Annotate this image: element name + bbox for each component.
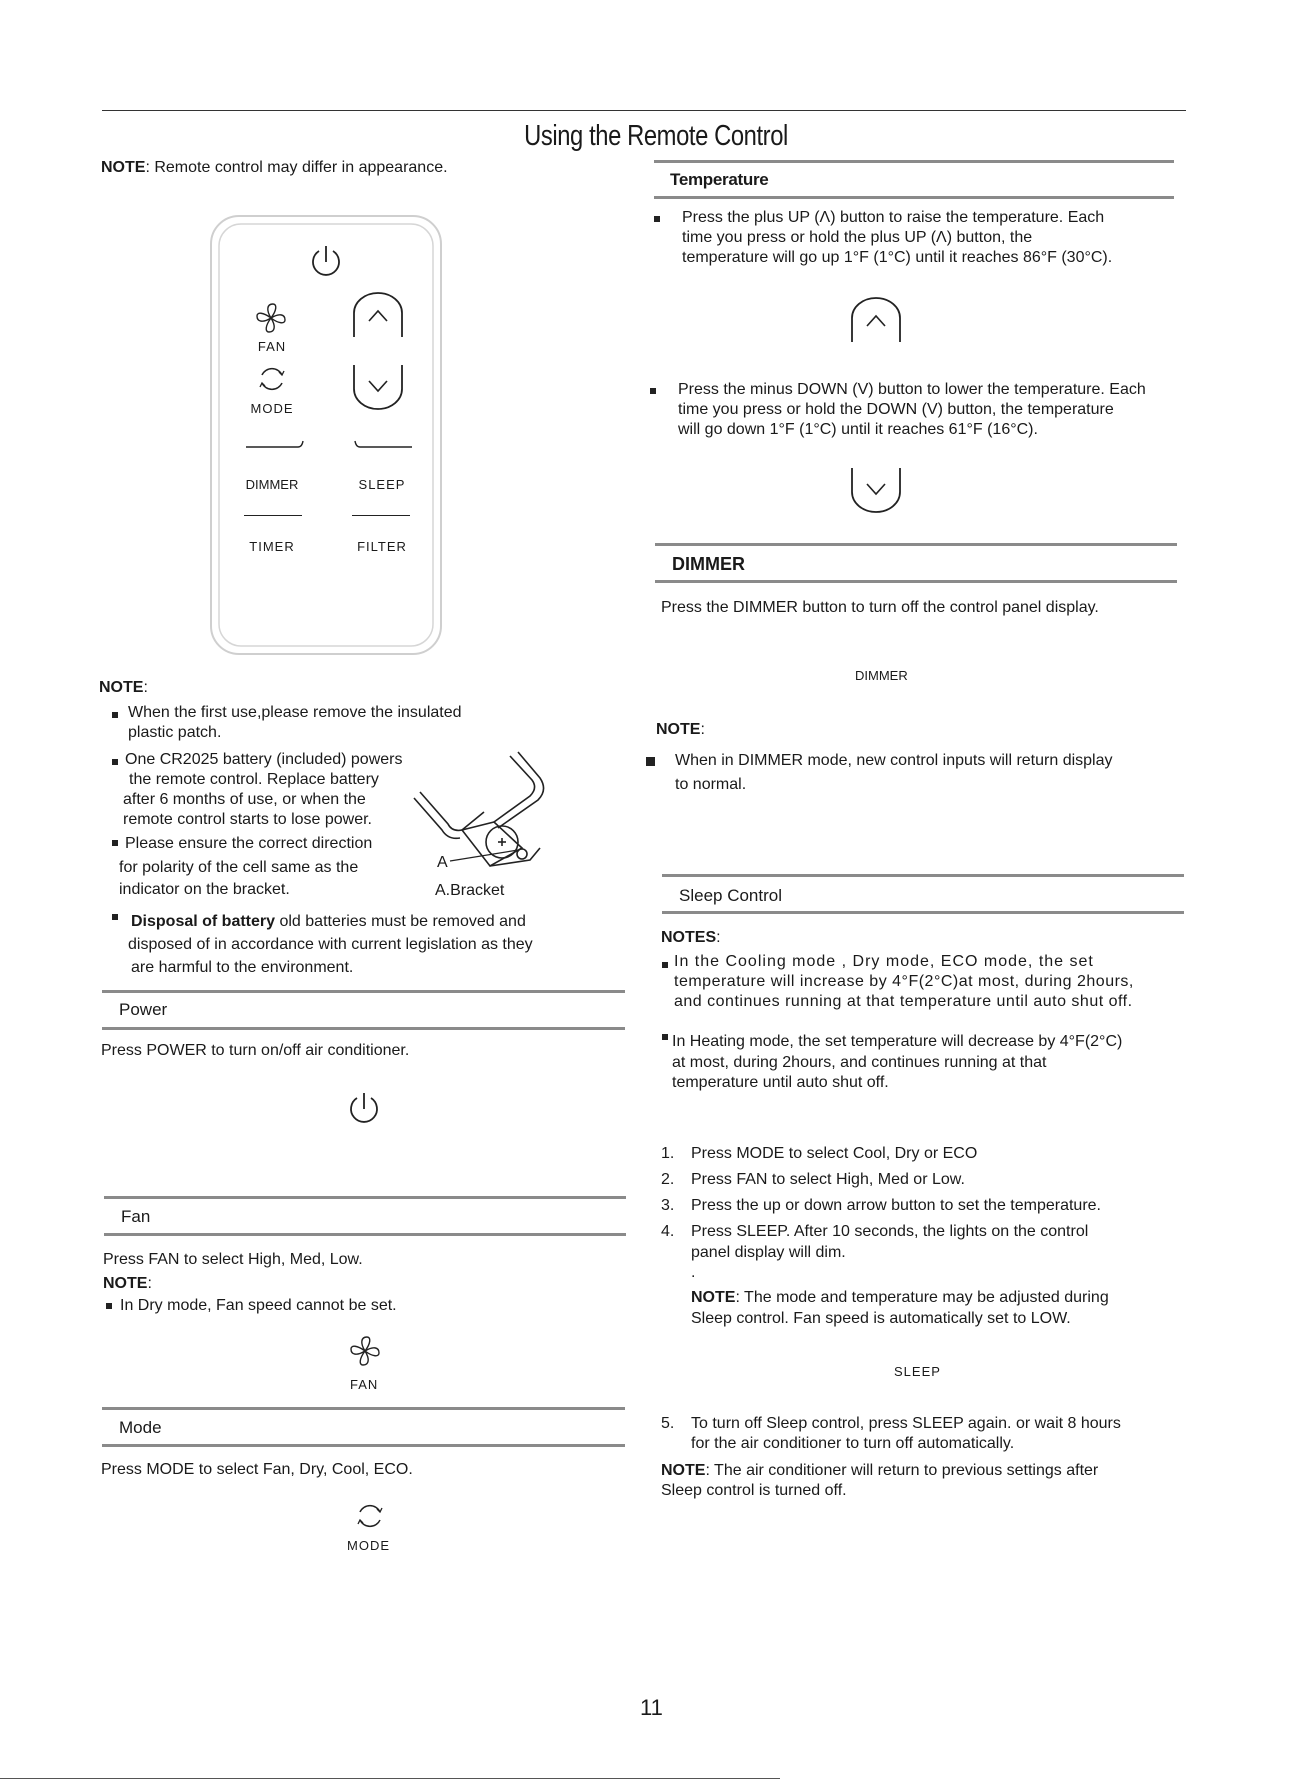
fan-rule-bottom [104,1233,626,1236]
remote-timer-button[interactable] [244,515,302,516]
step-2-text: Press FAN to select High, Med or Low. [691,1171,965,1188]
temp-up-line-1: Press the plus UP (Λ) button to raise the temperature. Each [682,209,1105,226]
dimmer-rule-bottom [655,580,1177,583]
temp-up-line-2: time you press or hold the plus UP (Λ) button, the [682,229,1033,246]
remote-down-button[interactable] [352,363,404,411]
note-4-line-1 [131,912,526,932]
fan-note-text: In Dry mode, Fan speed cannot be set. [120,1297,397,1314]
sleep-note-1-line-3: and continues running at that temperature until auto shut off. [674,993,1133,1010]
power-icon [346,1090,382,1126]
sleep-title: Sleep Control [679,886,783,905]
mode-title: Mode [119,1418,162,1437]
step-3-text: Press the up or down arrow button to set the temperature. [691,1197,1101,1214]
final-note-line-2: Sleep control is turned off. [661,1482,847,1499]
dimmer-note-label: NOTE [656,721,701,738]
step-2-num: 2. [661,1171,675,1188]
dimmer-rule-top [655,543,1177,546]
sleep-notes-label: NOTES [661,929,717,946]
final-note-label: NOTE [661,1462,706,1479]
fan-note-bullet [106,1303,112,1309]
temp-up-icon [850,296,902,344]
fan-note-colon: : [147,1275,152,1292]
temperature-rule-top [654,160,1174,163]
step-4-note-label: NOTE [691,1289,736,1306]
step-4-dot: . [691,1264,696,1281]
note-top [101,158,448,178]
note-bullet-1 [112,712,118,718]
page-title: Using the Remote Control [524,120,788,152]
final-note-line-1 [661,1461,1098,1481]
left-note-colon: : [143,679,148,696]
top-rule [102,110,1186,111]
dimmer-text: Press the DIMMER button to turn off the control panel display. [661,599,1099,616]
temp-down-bullet [650,388,656,394]
temperature-rule-bottom [654,196,1174,199]
bracket-caption: A.Bracket [435,882,505,899]
mode-rule-bottom [102,1444,625,1447]
temp-down-line-3: will go down 1°F (1°C) until it reaches 61°F (16°C). [678,421,1038,438]
note-4-line-2: disposed of in accordance with current legislation as they [128,936,533,953]
step-1-text: Press MODE to select Cool, Dry or ECO [691,1145,978,1162]
fan-title: Fan [121,1207,151,1226]
remote-mode-icon[interactable] [256,363,288,395]
sleep-note-bullet-1 [662,962,668,968]
remote-sleep-button[interactable] [352,435,414,449]
fan-rule-top [104,1196,626,1199]
remote-mode-label: MODE [250,401,294,416]
step-5-line-2: for the air conditioner to turn off automatically. [691,1435,1015,1452]
remote-sleep-label: SLEEP [358,477,406,492]
temperature-title: Temperature [670,170,769,189]
note-top-label: NOTE [101,159,146,176]
note-4-line-3: are harmful to the environment. [131,959,354,976]
dimmer-note-line-1: When in DIMMER mode, new control inputs will return display [675,752,1113,769]
temp-down-line-1: Press the minus DOWN (V) button to lower the temperature. Each [678,381,1146,398]
temp-up-line-3: temperature will go up 1°F (1°C) until it reaches 86°F (30°C). [682,249,1113,266]
sleep-note-1-line-1: In the Cooling mode , Dry mode, ECO mode, the set [674,953,1094,970]
remote-power-icon[interactable] [308,243,344,279]
remote-timer-label: TIMER [249,539,295,554]
page-number: 11 [640,1695,663,1720]
sleep-icon-label: SLEEP [894,1364,941,1379]
note-top-text: : Remote control may differ in appearance. [145,159,448,176]
note-2-line-1: One CR2025 battery (included) powers [125,751,403,768]
remote-filter-label: FILTER [357,539,407,554]
note-4-bold: Disposal of battery [131,913,276,930]
bracket-pointer [450,848,520,864]
sleep-note-1-line-2: temperature will increase by 4°F(2°C)at most, during 2hours, [674,973,1134,990]
power-rule-bottom [102,1027,625,1030]
temp-down-line-2: time you press or hold the DOWN (V) button, the temperature [678,401,1114,418]
note-4-line-1-rest: old batteries must be removed and [275,913,526,930]
step-4-note-line-1 [691,1288,1109,1308]
step-1-num: 1. [661,1145,675,1162]
step-4-note-line-2: Sleep control. Fan speed is automatically set to LOW. [691,1310,1071,1327]
sleep-note-2-line-1: In Heating mode, the set temperature will decrease by 4°F(2°C) [672,1033,1123,1050]
fan-icon [348,1334,382,1368]
note-bullet-2 [112,759,118,765]
power-title: Power [119,1000,168,1019]
note-bullet-3 [112,840,118,846]
remote-control-illustration [210,215,442,655]
note-2-line-2: the remote control. Replace battery [129,771,379,788]
bottom-rule [0,1778,780,1779]
dimmer-title: DIMMER [672,554,745,574]
note-1-line-2: plastic patch. [128,724,222,741]
sleep-notes-heading [661,928,721,948]
dimmer-note-bullet [646,757,655,766]
step-3-num: 3. [661,1197,675,1214]
sleep-note-2-line-3: temperature until auto shut off. [672,1074,889,1091]
dimmer-note-colon: : [700,721,705,738]
fan-note-label: NOTE [103,1275,148,1292]
step-4-text: Press SLEEP. After 10 seconds, the lights on the control [691,1223,1089,1240]
bracket-marker: A [437,854,448,871]
step-5-line-1: To turn off Sleep control, press SLEEP again. or wait 8 hours [691,1415,1121,1432]
sleep-note-2-line-2: at most, during 2hours, and continues running at that [672,1054,1047,1071]
remote-fan-label: FAN [257,339,287,354]
note-2-line-4: remote control starts to lose power. [123,811,372,828]
note-1-line-1: When the first use,please remove the insulated [128,704,462,721]
note-3-line-2: for polarity of the cell same as the [119,859,359,876]
remote-up-button[interactable] [352,291,404,339]
final-note-text-1: : The air conditioner will return to previous settings after [705,1462,1099,1479]
mode-text: Press MODE to select Fan, Dry, Cool, ECO. [101,1461,413,1478]
dimmer-icon-label: DIMMER [855,668,908,683]
note-3-line-1: Please ensure the correct direction [125,835,373,852]
sleep-note-bullet-2 [662,1034,668,1040]
remote-filter-button[interactable] [352,515,410,516]
dimmer-note-heading [656,720,705,740]
remote-dimmer-button[interactable] [244,435,306,449]
fan-text: Press FAN to select High, Med, Low. [103,1251,363,1268]
left-note-label: NOTE [99,679,144,696]
step-4-line-2: panel display will dim. [691,1244,846,1261]
step-4-num: 4. [661,1223,675,1240]
temp-up-bullet [654,216,660,222]
mode-icon-label: MODE [347,1538,390,1553]
mode-icon [354,1500,386,1532]
sleep-rule-bottom [662,911,1184,914]
note-3-line-3: indicator on the bracket. [119,881,290,898]
fan-icon-label: FAN [350,1377,379,1392]
power-text: Press POWER to turn on/off air conditioner. [101,1042,410,1059]
power-rule-top [102,990,625,993]
sleep-rule-top [662,874,1184,877]
left-note-heading [99,678,148,698]
note-2-line-3: after 6 months of use, or when the [123,791,366,808]
note-bullet-4 [112,914,118,920]
remote-dimmer-label: DIMMER [245,477,299,492]
fan-note-heading [103,1274,152,1294]
step-4-note-text-1: : The mode and temperature may be adjusted during [735,1289,1109,1306]
remote-fan-icon[interactable] [254,301,288,335]
temp-down-icon [850,466,902,514]
step-5-num: 5. [661,1415,675,1432]
dimmer-note-line-2: to normal. [675,776,747,793]
mode-rule-top [102,1407,625,1410]
sleep-notes-colon: : [716,929,721,946]
